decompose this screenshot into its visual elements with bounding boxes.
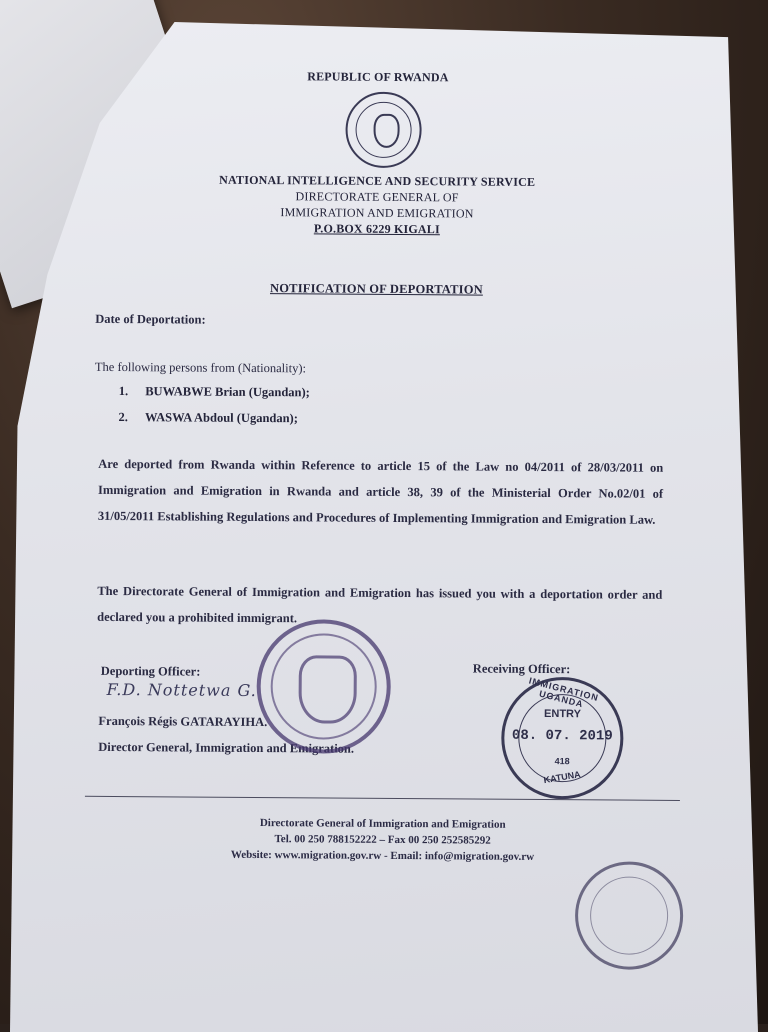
footer-phone: Tel. 00 250 788152222 – Fax 00 250 252585292	[274, 833, 491, 847]
coat-of-arms-emblem	[345, 92, 422, 169]
persons-intro: The following persons from (Nationality):	[94, 359, 307, 376]
officer-signature: F.D. Nottetwa G.	[106, 679, 257, 701]
officer-name: François Régis GATARAYIHA.	[98, 713, 268, 730]
footer-divider	[85, 796, 680, 801]
list-item	[119, 410, 298, 426]
immigration-office-seal-stamp	[256, 619, 391, 754]
person-name: BUWABWE Brian (Ugandan);	[145, 384, 310, 400]
service-heading: NATIONAL INTELLIGENCE AND SECURITY SERVICE	[219, 172, 536, 189]
stamp-date: 08. 07. 2019	[511, 727, 613, 745]
exit-date-stamp	[575, 861, 684, 970]
list-number: 2.	[118, 410, 128, 425]
seal-emblem-icon	[298, 655, 356, 723]
uganda-entry-stamp	[501, 677, 624, 800]
list-number: 1.	[118, 384, 129, 399]
document-title: NOTIFICATION OF DEPORTATION	[269, 281, 483, 297]
stamp-entry-text: ENTRY	[544, 708, 581, 721]
declaration-paragraph: The Directorate General of Immigration and Emigration has issued you with a deportation order and declared you a prohibited immigrant.	[97, 583, 663, 626]
deportation-paragraph: Are deported from Rwanda within Reference to article 15 of the Law no 04/2011 of 28/03/2011 on Immigration and Emigration in Rwanda and article 38, 39 of the Ministerial Order No.02/01 of 31/05/2011 Establishing Regulations and Procedures of Implementing Immigration and Emigration Law.	[97, 456, 664, 527]
footer-web-email: Website: www.migration.gov.rw - Email: info@migration.gov.rw	[230, 848, 535, 863]
stamp-place: KATUNA	[542, 769, 582, 786]
republic-heading: REPUBLIC OF RWANDA	[307, 69, 449, 85]
deporting-officer-label: Deporting Officer:	[100, 663, 201, 679]
pobox-heading: P.O.BOX 6229 KIGALI	[313, 221, 440, 237]
date-of-deportation-label: Date of Deportation:	[95, 311, 206, 327]
person-name: WASWA Abdoul (Ugandan);	[145, 410, 298, 426]
receiving-officer-label: Receiving Officer:	[472, 661, 571, 677]
stamp-arc-text: IMMIGRATION UGANDA	[527, 675, 600, 710]
emblem-shield-icon	[373, 114, 399, 148]
department-heading: IMMIGRATION AND EMIGRATION	[280, 205, 474, 221]
stamp-number: 418	[554, 756, 570, 767]
list-item	[119, 384, 310, 400]
directorate-heading: DIRECTORATE GENERAL OF	[295, 189, 459, 205]
officer-title: Director General, Immigration and Emigration.	[98, 739, 355, 756]
footer-directorate: Directorate General of Immigration and Emigration	[259, 817, 506, 831]
